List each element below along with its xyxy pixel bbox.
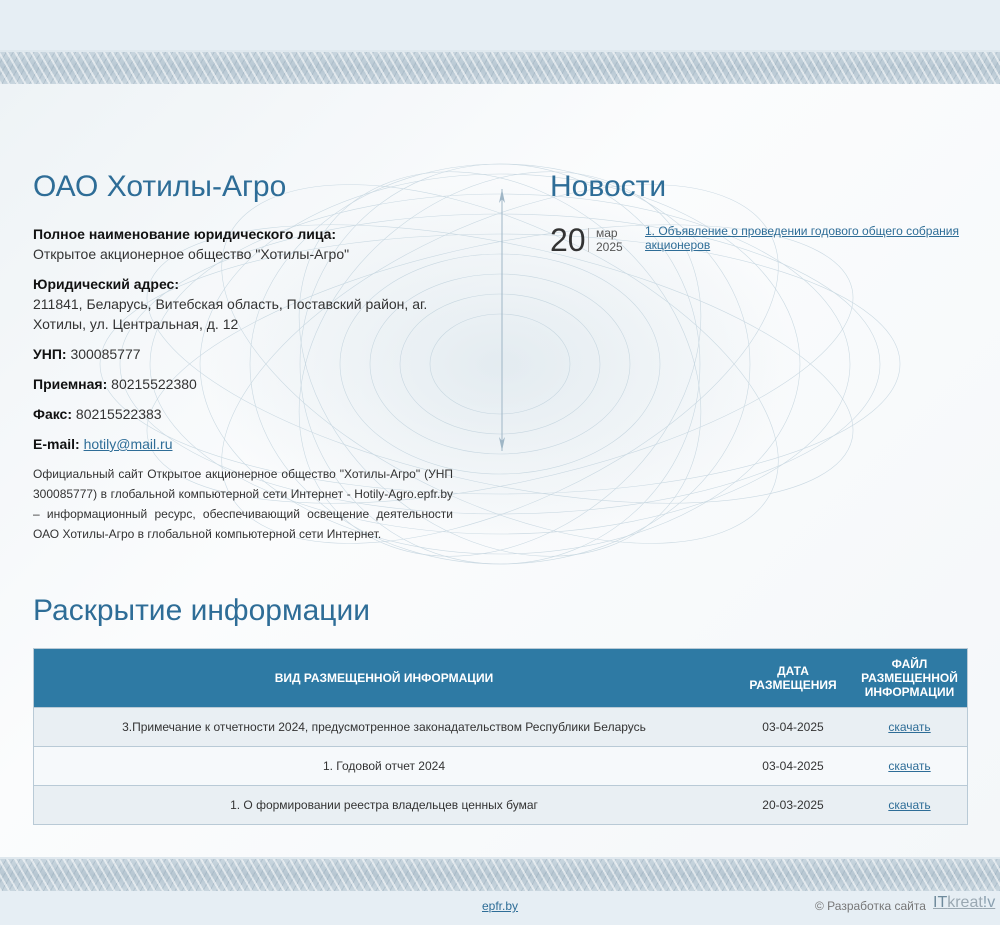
full-name-value: Открытое акционерное общество "Хотилы-Агро" — [33, 246, 350, 262]
main-content — [0, 84, 1000, 857]
unp-label: УНП: — [33, 346, 67, 362]
footer-ornament-band — [0, 857, 1000, 893]
unp-value: 300085777 — [70, 346, 141, 362]
row-file-cell — [852, 747, 967, 786]
fax-value: 80215522383 — [75, 406, 162, 422]
itkreat-logo[interactable] — [933, 894, 995, 912]
row-file-cell — [852, 708, 967, 747]
footer-epfr-link[interactable]: epfr.by — [482, 899, 519, 913]
logo-it: IT — [933, 894, 948, 911]
row-type: 1. Годовой отчет 2024 — [34, 747, 734, 786]
full-name-label: Полное наименование юридического лица: — [33, 226, 337, 242]
email-label: E-mail: — [33, 436, 80, 452]
footer — [0, 891, 1000, 925]
disclosure-title: Раскрытие информации — [33, 594, 370, 627]
table-row — [34, 747, 967, 786]
header-date: ДАТА РАЗМЕЩЕНИЯ — [734, 649, 852, 708]
news-item — [550, 224, 970, 264]
news-month: мар — [596, 226, 618, 240]
address-value: 211841, Беларусь, Витебская область, Поставский район, аг. Хотилы, ул. Центральная, д. 12 — [33, 296, 428, 332]
column-divider — [498, 189, 506, 451]
address-label: Юридический адрес: — [33, 276, 179, 292]
disclosure-table — [33, 648, 968, 825]
news-title: Новости — [550, 170, 667, 203]
fax-label: Факс: — [33, 406, 73, 422]
row-date: 03-04-2025 — [734, 708, 852, 747]
logo-kreat: kreat — [947, 894, 983, 911]
reception-value: 80215522380 — [111, 376, 197, 392]
email-link[interactable]: hotily@mail.ru — [83, 436, 173, 452]
table-row — [34, 786, 967, 825]
row-type: 3.Примечание к отчетности 2024, предусмотренное законадательством Республики Беларусь — [34, 708, 734, 747]
row-date: 20-03-2025 — [734, 786, 852, 825]
table-row — [34, 708, 967, 747]
row-date: 03-04-2025 — [734, 747, 852, 786]
news-year: 2025 — [596, 240, 623, 254]
footer-copyright: © Разработка сайта — [815, 899, 926, 913]
header-ornament-band — [0, 50, 1000, 86]
download-link[interactable]: скачать — [888, 759, 931, 773]
table-header-row — [34, 649, 967, 708]
news-day: 20 — [550, 222, 586, 258]
header-type: ВИД РАЗМЕЩЕННОЙ ИНФОРМАЦИИ — [34, 649, 734, 708]
news-date-separator — [588, 228, 589, 252]
top-bar — [0, 0, 1000, 50]
company-info — [33, 224, 453, 554]
header-file: ФАЙЛ РАЗМЕЩЕННОЙ ИНФОРМАЦИИ — [852, 649, 967, 708]
reception-label: Приемная: — [33, 376, 108, 392]
company-title: ОАО Хотилы-Агро — [33, 170, 287, 203]
logo-lv: !v — [982, 894, 996, 911]
news-link[interactable]: 1. Объявление о проведении годового общего собрания акционеров — [645, 224, 959, 252]
download-link[interactable]: скачать — [888, 720, 931, 734]
download-link[interactable]: скачать — [888, 798, 931, 812]
row-type: 1. О формировании реестра владельцев ценных бумаг — [34, 786, 734, 825]
row-file-cell — [852, 786, 967, 825]
company-description: Официальный сайт Открытое акционерное общество "Хотилы-Агро" (УНП 300085777) в глобальной компьютерной сети Интернет - Hotily-Agro.epfr.by – информационный ресурс, обеспечивающий освещение деятельности ОАО Хотилы-Агро в глобальной компьютерной сети Интернет. — [33, 467, 453, 541]
